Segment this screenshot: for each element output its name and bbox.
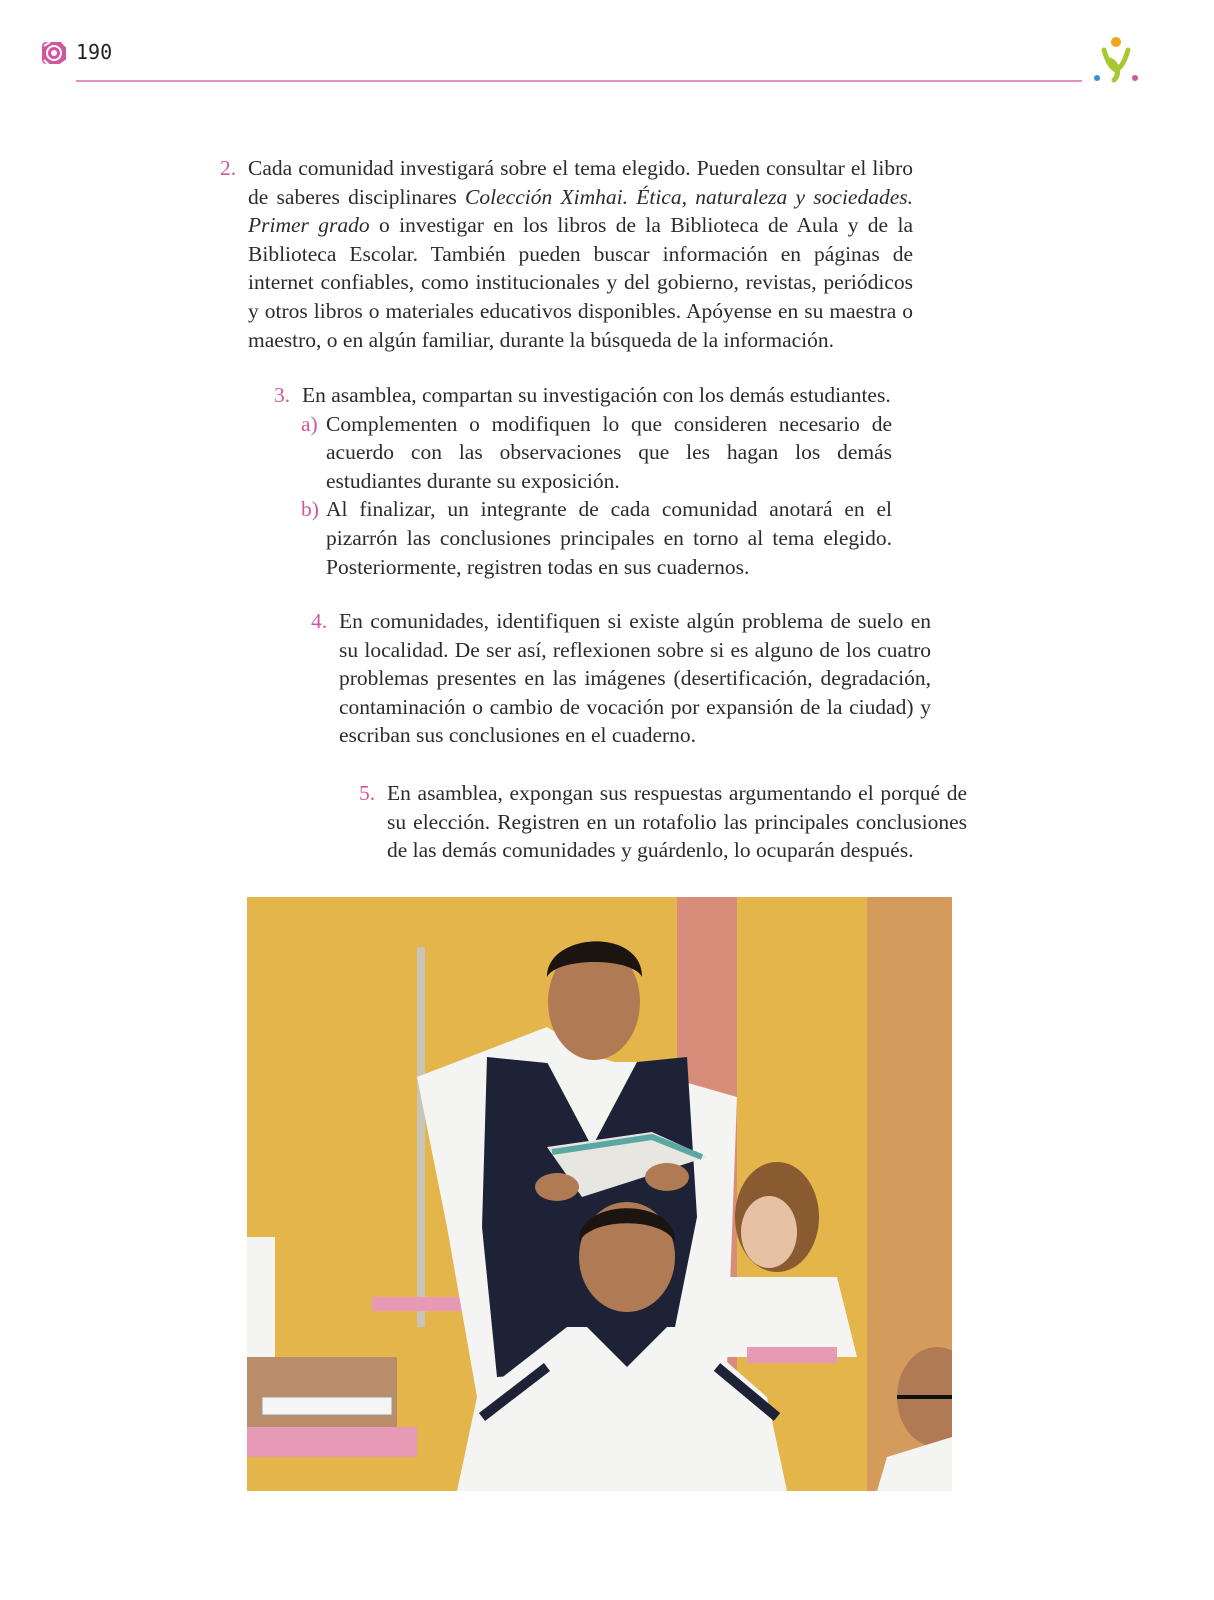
item-number: 4. [311,609,328,633]
sub-item-letter: b) [301,497,319,522]
colorful-figure-logo-icon [1090,34,1142,86]
sub-item-text: Al finalizar, un integrante de cada comunidad anotará en el pizarrón las conclusiones principales en torno al tema elegido. Posteriormente, registren todas en sus cuadernos. [326,497,892,579]
book-title: Colección Ximhai. Ética, naturaleza y sociedades. Primer grado [248,184,914,238]
item-text: En comunidades, identifiquen si existe algún problema de suelo en su localidad. De ser así, reflexionen sobre si es alguno de los cuatro problemas presentes en las imágenes (desertificación, degradación, contaminación o cambio de vocación por expansión de la ciudad) y escriban sus conclusiones en el cuaderno. [339,609,931,748]
activity-item-4 [311,607,931,750]
item-text: En asamblea, compartan su investigación con los demás estudiantes. [302,383,891,407]
header-rule [76,80,1082,82]
activity-item-2 [220,154,914,354]
item-number: 5. [359,781,376,805]
item-number: 2. [220,156,237,180]
classroom-photo-illustration [247,897,952,1491]
pink-flower-ornament-icon [40,38,70,68]
sub-item-letter: a) [301,411,318,436]
sub-item-b [301,495,892,581]
item-text: En asamblea, expongan sus respuestas argumentando el porqué de su elección. Registren en un rotafolio las principales conclusiones de las demás comunidades y guárdenlo, lo ocuparán después. [387,781,967,863]
item-text-continued: o investigar en los libros de la Biblioteca de Aula y de la Biblioteca Escolar. También pueden buscar información en páginas de internet confiables, como institucionales y del gobierno, revistas, periódicos y otros libros o materiales educativos disponibles. Apóyense en su maestra o maestro, o en algún familiar, durante la búsqueda de la información. [248,213,913,352]
sub-item-text: Complementen o modifiquen lo que consideren necesario de acuerdo con las observaciones que les hagan los demás estudiantes durante su exposición. [326,411,892,493]
activity-item-5 [359,779,967,865]
sub-item-list [301,410,892,582]
classroom-photo [247,897,952,1491]
sub-item-a [301,410,892,496]
item-text: Cada comunidad investigará sobre el tema elegido. Pueden consultar el libro de saberes disciplinares [248,156,913,209]
page-number: 190 [76,40,113,64]
item-number: 3. [274,383,291,407]
activity-item-3 [274,381,892,581]
